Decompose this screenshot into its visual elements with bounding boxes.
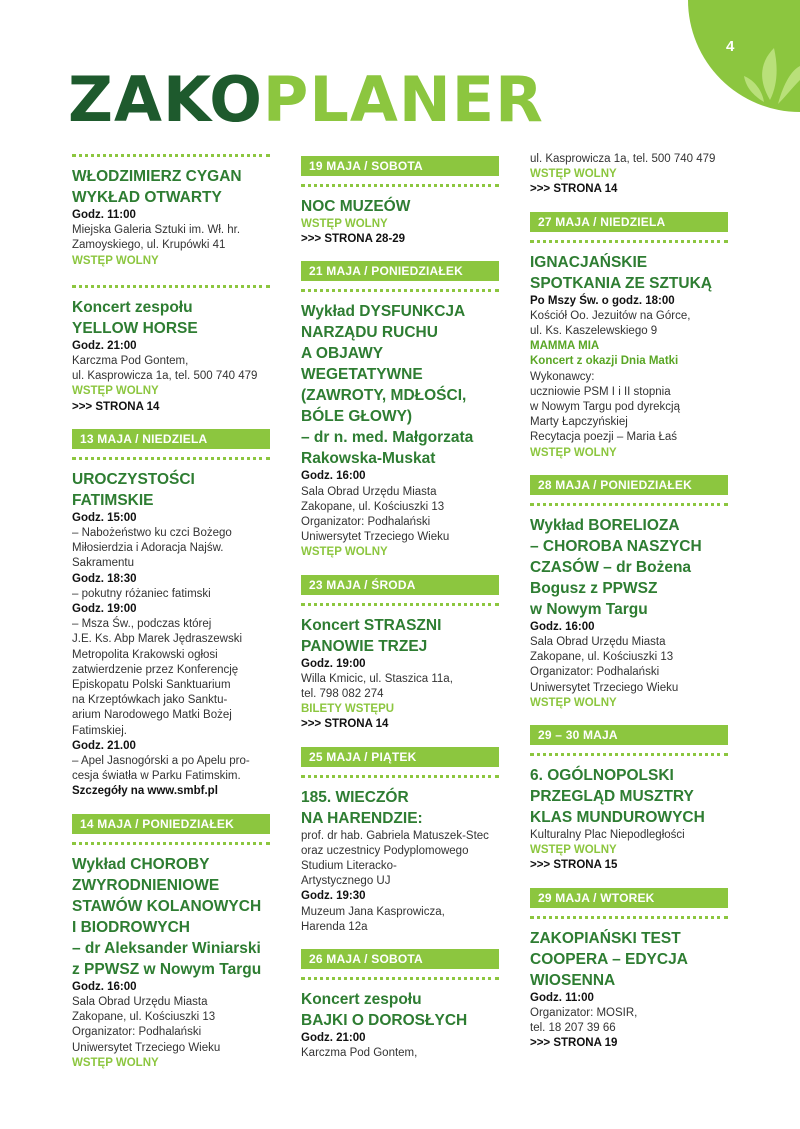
event-title: 185. WIECZÓR [301,788,409,806]
event-info: Sala Obrad Urzędu Miasta [72,995,208,1008]
corner-leaf-decoration [688,0,800,112]
event-info: Organizator: Podhalański [530,666,660,679]
event-title: KLAS MUNDUROWYCH [530,809,705,827]
event-info: tel. 798 082 274 [301,688,384,701]
page-reference-link[interactable]: >>> STRONA 14 [72,400,160,413]
event-title: w Nowym Targu [530,600,648,618]
event-title: (ZAWROTY, MDŁOŚCI, [301,387,467,405]
event-info: – pokutny różaniec fatimski [72,587,211,600]
event-info: Organizator: Podhalański [301,516,431,529]
dotted-divider [530,503,728,507]
event-info: Studium Literacko- [301,860,397,873]
event-subtitle: Koncert z okazji Dnia Matki [530,355,679,368]
event-info: ul. Kasprowicza 1a, tel. 500 740 479 [530,153,716,165]
event-info: Sakramentu [72,557,135,570]
event-time: Godz. 18:30 [72,572,137,585]
dotted-divider [530,916,728,920]
event-info: – Msza Św., podczas której [72,618,212,631]
page-reference-link[interactable]: >>> STRONA 14 [301,718,389,731]
event-info: ul. Ks. Kaszelewskiego 9 [530,325,658,338]
event-title: COOPERA – EDYCJA [530,950,688,968]
event-title: I BIODROWYCH [72,918,190,936]
event-info: Muzeum Jana Kasprowicza, [301,905,445,918]
event-title: NOC MUZEÓW [301,198,411,215]
event-info: Marty Łapczyńskiej [530,416,628,429]
entry-free: WSTĘP WOLNY [530,696,617,709]
event-info: Zamoyskiego, ul. Krupówki 41 [72,239,226,252]
dotted-divider [301,977,499,981]
event-info: Episkopatu Polski Sanktuarium [72,679,231,692]
event-title: WŁODZIMIERZ CYGAN [72,168,242,185]
event-title: Wykład BORELIOZA [530,516,680,534]
event-time: Godz. 19:00 [72,603,137,616]
event-info: Karczma Pod Gontem, [72,355,189,368]
event-info: prof. dr hab. Gabriela Matuszek-Stec [301,829,489,842]
tickets-label: BILETY WSTĘPU [301,703,395,716]
event-title: STAWÓW KOLANOWYCH [72,897,262,915]
dotted-divider [530,753,728,757]
dotted-divider [72,842,270,846]
event-subtitle: MAMMA MIA [530,340,600,353]
date-bar: 14 MAJA / PONIEDZIAŁEK [72,814,270,834]
event-info: Harenda 12a [301,920,368,933]
event-info: Zakopane, ul. Kościuszki 13 [72,1011,216,1024]
page-reference-link[interactable]: >>> STRONA 28-29 [301,233,406,246]
event-time: Godz. 16:00 [530,620,595,633]
event-info: Recytacja poezji – Maria Łaś [530,431,678,444]
column-2 [301,152,501,1061]
page-reference-link[interactable]: >>> STRONA 19 [530,1037,618,1050]
date-bar: 26 MAJA / SOBOTA [301,949,499,969]
entry-free: WSTĘP WOLNY [530,844,617,857]
event-title: BAJKI O DOROSŁYCH [301,1012,468,1030]
event-info: arium Narodowego Matki Bożej [72,709,232,722]
event-info: Organizator: MOSIR, [530,1006,638,1019]
event-time: Godz. 11:00 [530,991,594,1004]
event-title: Koncert zespołu [301,991,422,1009]
event-title: Wykład DYSFUNKCJA [301,303,466,321]
date-bar: 25 MAJA / PIĄTEK [301,747,499,767]
event-cygan [72,166,272,269]
entry-free: WSTĘP WOLNY [530,168,617,181]
event-title: NARZĄDU RUCHU [301,324,438,342]
event-title: CZASÓW – dr Bożena [530,558,692,576]
event-title: WEGETATYWNE [301,366,423,384]
date-bar: 19 MAJA / SOBOTA [301,156,499,176]
event-noc-muzeow [301,196,501,247]
zakoplaner-logo [68,63,544,136]
event-title: UROCZYSTOŚCI [72,470,195,488]
event-przeglad-musztry [530,765,730,874]
entry-free: WSTĘP WOLNY [301,546,388,559]
event-title: PANOWIE TRZEJ [301,637,428,655]
event-time: Godz. 21:00 [72,339,137,352]
column-1 [72,152,272,1071]
event-info: Karczma Pod Gontem, [301,1047,418,1060]
event-bajki-continued [530,152,730,198]
dotted-divider [72,154,270,158]
event-title: z PPWSZ w Nowym Targu [72,960,262,978]
column-3 [530,152,730,1051]
event-title: – dr n. med. Małgorzata [301,429,474,447]
event-time: Godz. 16:00 [301,470,366,483]
event-dysfunkcja [301,301,501,560]
dotted-divider [72,457,270,461]
event-yellow-horse [72,297,272,415]
event-info: Kościół Oo. Jezuitów na Górce, [530,309,691,322]
dotted-divider [530,240,728,244]
logo-part-2: PLANER [262,63,544,136]
date-bar: 29 – 30 MAJA [530,725,728,745]
event-time: Godz. 16:00 [72,980,137,993]
page-number: 4 [726,38,735,55]
entry-free: WSTĘP WOLNY [72,385,159,398]
event-time: Godz. 11:00 [72,209,136,221]
event-info: oraz uczestnicy Podyplomowego [301,844,469,857]
date-bar: 21 MAJA / PONIEDZIAŁEK [301,261,499,281]
event-info: Artystycznego UJ [301,875,391,888]
dotted-divider [301,289,499,293]
event-info: Uniwersytet Trzeciego Wieku [72,1041,221,1054]
dotted-divider [301,184,499,188]
event-info: Fatimskiej. [72,724,127,737]
event-info: Zakopane, ul. Kościuszki 13 [301,500,445,513]
event-info: tel. 18 207 39 66 [530,1022,616,1035]
dotted-divider [301,775,499,779]
event-info: Uniwersytet Trzeciego Wieku [301,531,450,544]
dotted-divider [301,603,499,607]
event-title: BÓLE GŁOWY) [301,408,413,426]
event-title: ZAKOPIAŃSKI TEST [530,929,681,947]
date-bar: 27 MAJA / NIEDZIELA [530,212,728,232]
event-info: zatwierdzenie przez Konferencję [72,663,239,676]
event-info: na Krzeptówkach jako Sanktu- [72,694,228,707]
event-title: Bogusz z PPWSZ [530,579,658,597]
event-bajki-o-doroslych [301,989,501,1061]
event-info: uczniowie PSM I i II stopnia [530,385,671,398]
event-info: w Nowym Targu pod dyrekcją [530,401,680,414]
event-info: – Apel Jasnogórski a po Apelu pro- [72,755,250,768]
page-reference-link[interactable]: >>> STRONA 14 [530,183,618,196]
event-title: SPOTKANIA ZE SZTUKĄ [530,274,712,292]
event-title: IGNACJAŃSKIE [530,253,648,271]
event-title: – dr Aleksander Winiarski [72,939,261,957]
event-info: cesja światła w Parku Fatimskim. [72,770,241,783]
page-reference-link[interactable]: >>> STRONA 15 [530,859,618,872]
event-title: WYKŁAD OTWARTY [72,189,222,206]
details-link[interactable]: Szczegóły na www.smbf.pl [72,785,218,798]
event-title: Koncert zespołu [72,298,193,316]
event-title: NA HARENDZIE: [301,809,423,827]
event-test-coopera [530,928,730,1052]
event-info: ul. Kasprowicza 1a, tel. 500 740 479 [72,370,258,383]
event-title: Koncert STRASZNI [301,616,442,634]
date-bar: 13 MAJA / NIEDZIELA [72,429,270,449]
entry-free: WSTĘP WOLNY [530,446,617,459]
event-title: WIOSENNA [530,971,616,989]
event-time: Godz. 19:00 [301,657,366,670]
event-info: Sala Obrad Urzędu Miasta [301,485,437,498]
event-time: Godz. 15:00 [72,511,137,524]
event-info: Willa Kmicic, ul. Staszica 11a, [301,672,453,685]
event-title: ZWYRODNIENIOWE [72,876,220,894]
event-fatimskie [72,469,272,800]
event-title: YELLOW HORSE [72,319,198,337]
event-title: Wykład CHOROBY [72,855,210,873]
event-title: FATIMSKIE [72,491,154,509]
event-time: Godz. 19:30 [301,890,366,903]
event-info: Metropolita Krakowski ogłosi [72,648,218,661]
event-info: Miłosierdzia i Adoracja Najśw. [72,542,224,555]
event-time: Godz. 21:00 [301,1032,366,1045]
event-wieczor-na-harendzie [301,787,501,935]
event-info: Kulturalny Plac Niepodległości [530,829,685,842]
event-info: Uniwersytet Trzeciego Wieku [530,681,679,694]
event-straszni-panowie [301,615,501,733]
event-title: 6. OGÓLNOPOLSKI [530,767,674,785]
entry-free: WSTĘP WOLNY [301,218,388,230]
event-info: Wykonawcy: [530,370,595,383]
event-title: Rakowska-Muskat [301,450,436,468]
dotted-divider [72,285,270,289]
event-info: Miejska Galeria Sztuki im. Wł. hr. [72,224,241,237]
event-choroby-zwyrodnieniowe [72,854,272,1071]
date-bar: 29 MAJA / WTOREK [530,888,728,908]
event-time: Godz. 21.00 [72,739,136,752]
event-info: – Nabożeństwo ku czci Bożego [72,527,232,540]
event-borelioza [530,515,730,711]
logo-part-1: ZAKO [68,63,263,136]
event-info: J.E. Ks. Abp Marek Jędraszewski [72,633,243,646]
event-info: Sala Obrad Urzędu Miasta [530,636,666,649]
event-ignacjanskie [530,252,730,461]
event-title: A OBJAWY [301,345,384,363]
event-title: PRZEGLĄD MUSZTRY [530,788,694,806]
date-bar: 23 MAJA / ŚRODA [301,575,499,595]
entry-free: WSTĘP WOLNY [72,1056,159,1069]
entry-free: WSTĘP WOLNY [72,254,159,267]
event-info: Zakopane, ul. Kościuszki 13 [530,651,674,664]
event-title: – CHOROBA NASZYCH [530,537,702,555]
event-info: Organizator: Podhalański [72,1026,202,1039]
date-bar: 28 MAJA / PONIEDZIAŁEK [530,475,728,495]
event-time: Po Mszy Św. o godz. 18:00 [530,294,675,307]
